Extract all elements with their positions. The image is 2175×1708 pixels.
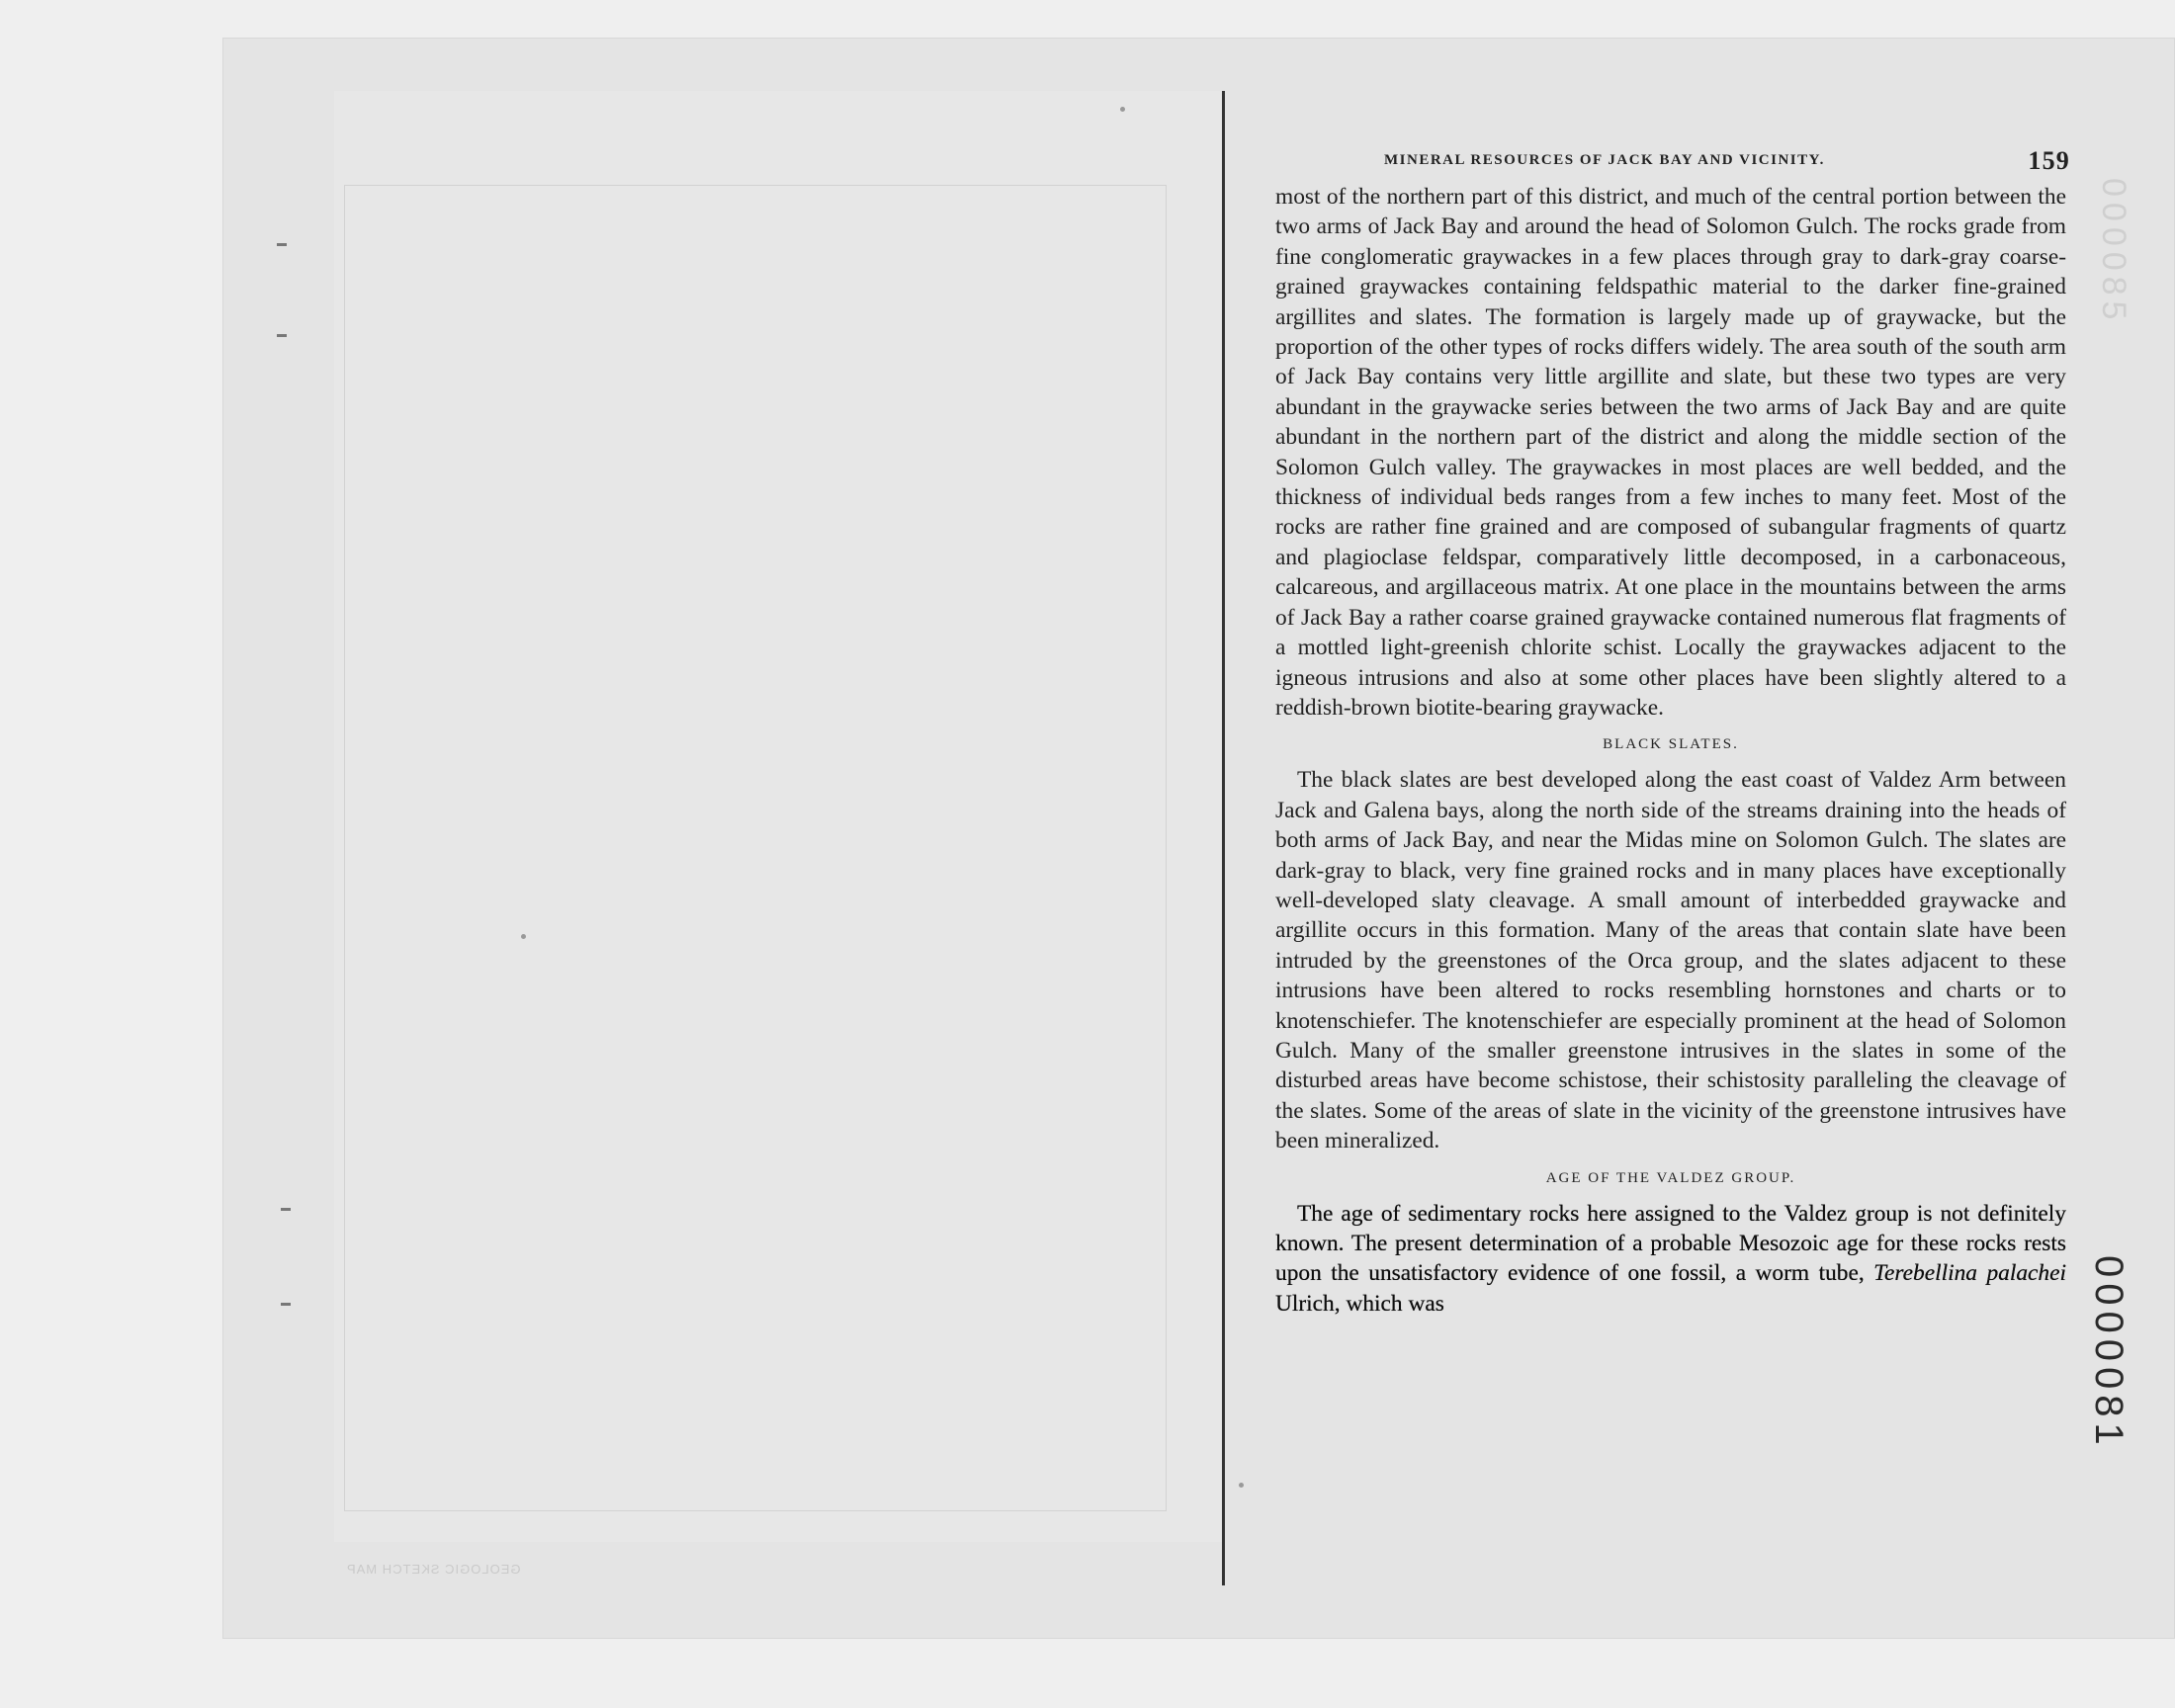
paragraph-age bbox=[1275, 1199, 2066, 1320]
speck bbox=[1120, 107, 1125, 112]
left-page-bleedthrough bbox=[334, 91, 1224, 1542]
scan-mark bbox=[281, 1303, 291, 1306]
scan-mark bbox=[277, 334, 287, 337]
species-name: Terebellina palachei bbox=[1873, 1260, 2066, 1287]
running-head bbox=[1275, 146, 2070, 182]
ghost-map-caption: GEOLOGIC SKETCH MAP bbox=[346, 1562, 521, 1577]
section-heading-age: AGE OF THE VALDEZ GROUP. bbox=[1545, 1169, 1796, 1186]
section-heading-black-slates: BLACK SLATES. bbox=[1603, 736, 1739, 753]
map-frame-ghost bbox=[344, 185, 1167, 1511]
scan-mark bbox=[281, 1208, 291, 1211]
paragraph-age-start: The age of sedimentary rocks here assigned to the Valdez group is not definitely known. The present determination of a probable Mesozoic age for these rocks rests upon the unsatisfactory evidence of one fossil, a worm tube, bbox=[1275, 1200, 2066, 1287]
page-number: 159 bbox=[2028, 146, 2070, 175]
running-head-title: MINERAL RESOURCES OF JACK BAY AND VICINITY. bbox=[1384, 152, 1825, 168]
serial-stamp-faded: 000085 bbox=[2095, 178, 2132, 326]
text-page bbox=[1275, 146, 2070, 1319]
paragraph-black-slates: The black slates are best developed along the east coast of Valdez Arm between Jack and Galena bays, along the north side of the streams draining into the heads of both arms of Jack Bay, and near the Midas mine on Solomon Gulch. The slates are dark-gray to black, very fine grained rocks and in many places have exceptionally well-developed slaty cleavage. A small amount of interbedded graywacke and argillite occurs in this formation. Many of the areas that contain slate have been intruded by the greenstones of the Orca group, and the slates adjacent to these intrusions have been altered to rocks resembling hornstones and charts or to knotenschiefer. The knotenschiefer are especially prominent at the head of Solomon Gulch. Many of the smaller greenstone intrusives in the slates in some of the disturbed areas have become schistose, their schistosity paralleling the cleavage of the slates. Some of the areas of slate in the vicinity of the greenstone intrusives have been mineralized. bbox=[1275, 767, 2066, 1154]
serial-stamp: 0000081 bbox=[2087, 1255, 2131, 1451]
scan-mark bbox=[277, 243, 287, 246]
speck bbox=[521, 934, 526, 939]
speck bbox=[1239, 1483, 1244, 1488]
paragraph-age-end: Ulrich, which was bbox=[1275, 1290, 1444, 1317]
paragraph-graywacke: most of the northern part of this district, and much of the central portion between the two arms of Jack Bay and around the head of Solomon Gulch. The rocks grade from fine conglomeratic graywackes in a few places through gray to dark-gray coarse-grained graywackes containing feldspathic material to the darker fine-grained argillites and slates. The formation is largely made up of graywacke, but the proportion of the other types of rocks differs widely. The area south of the south arm of Jack Bay contains very little argillite and slate, but these two types are very abundant in the graywacke series between the two arms of Jack Bay and are quite abundant in the northern part of the district and along the middle section of the Solomon Gulch valley. The graywackes in most places are well bedded, and the thickness of individual beds ranges from a few inches to many feet. Most of the rocks are rather fine grained and are composed of subangular fragments of quartz and plagioclase feldspar, comparatively little decomposed, in a carbonaceous, calcareous, and argillaceous matrix. At one place in the mountains between the arms of Jack Bay a rather coarse grained graywacke contained numerous flat fragments of a mottled light-greenish chlorite schist. Locally the graywackes adjacent to the igneous intrusions and also at some other places have been slightly altered to a reddish-brown biotite-bearing graywacke. bbox=[1275, 184, 2066, 721]
page-gutter bbox=[1222, 91, 1225, 1585]
